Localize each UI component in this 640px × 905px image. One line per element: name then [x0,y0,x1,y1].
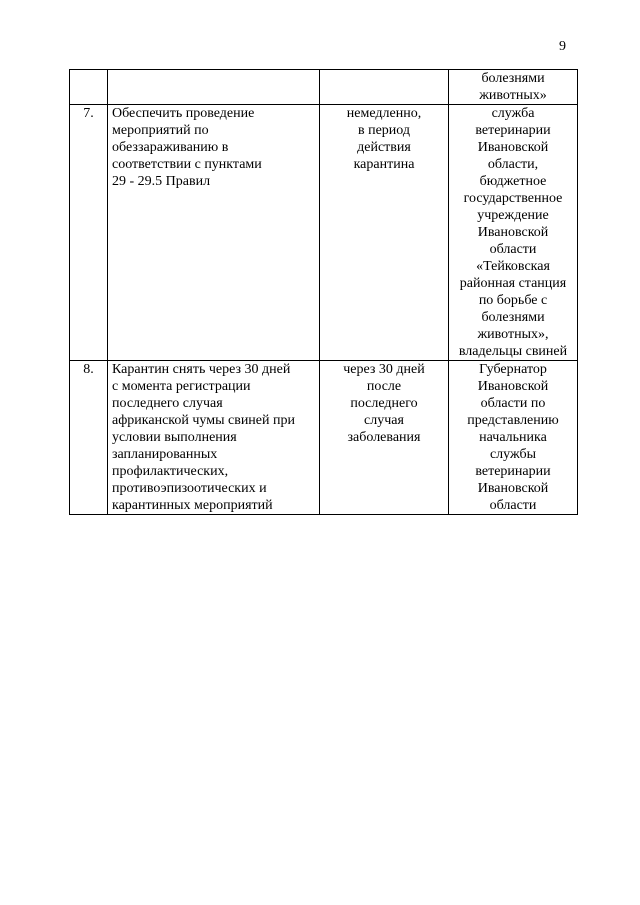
row-number: 7. [83,106,94,121]
term-text: немедленно, в период действия карантина [346,106,422,172]
table-row [70,105,578,361]
action-cell [108,70,320,105]
action-text: Карантин снять через 30 дней с момента регистрации последнего случая африканской чумы свиней при условии выполнения запланированных профилактических, противоэпизоотических и карантинных мероприятий [112,362,295,513]
term-text: через 30 дней после последнего случая заболевания [343,362,425,445]
page-number: 9 [559,39,566,54]
responsible-cell [449,70,578,105]
term-cell [320,105,449,361]
row-number-cell [70,70,108,105]
responsible-text: болезнями животных» [479,71,547,103]
responsible-text: служба ветеринарии Ивановской области, бюджетное государственное учреждение Ивановской области «Тейковская районная станция по борьбе с болезнями животных», владельцы свиней [458,106,568,359]
responsible-text: Губернатор Ивановской области по представлению начальника службы ветеринарии Ивановской области [467,362,559,513]
action-text: Обеспечить проведение мероприятий по обеззараживанию в соответствии с пунктами 29 - 29.5 Правил [112,106,262,189]
action-cell [108,105,320,361]
term-cell [320,70,449,105]
row-number: 8. [83,362,94,377]
term-cell [320,361,449,515]
action-cell [108,361,320,515]
responsible-cell [449,361,578,515]
row-number-cell [70,361,108,515]
responsible-cell [449,105,578,361]
table-row [70,361,578,515]
row-number-cell [70,105,108,361]
table-row [70,70,578,105]
measures-table [69,69,578,515]
